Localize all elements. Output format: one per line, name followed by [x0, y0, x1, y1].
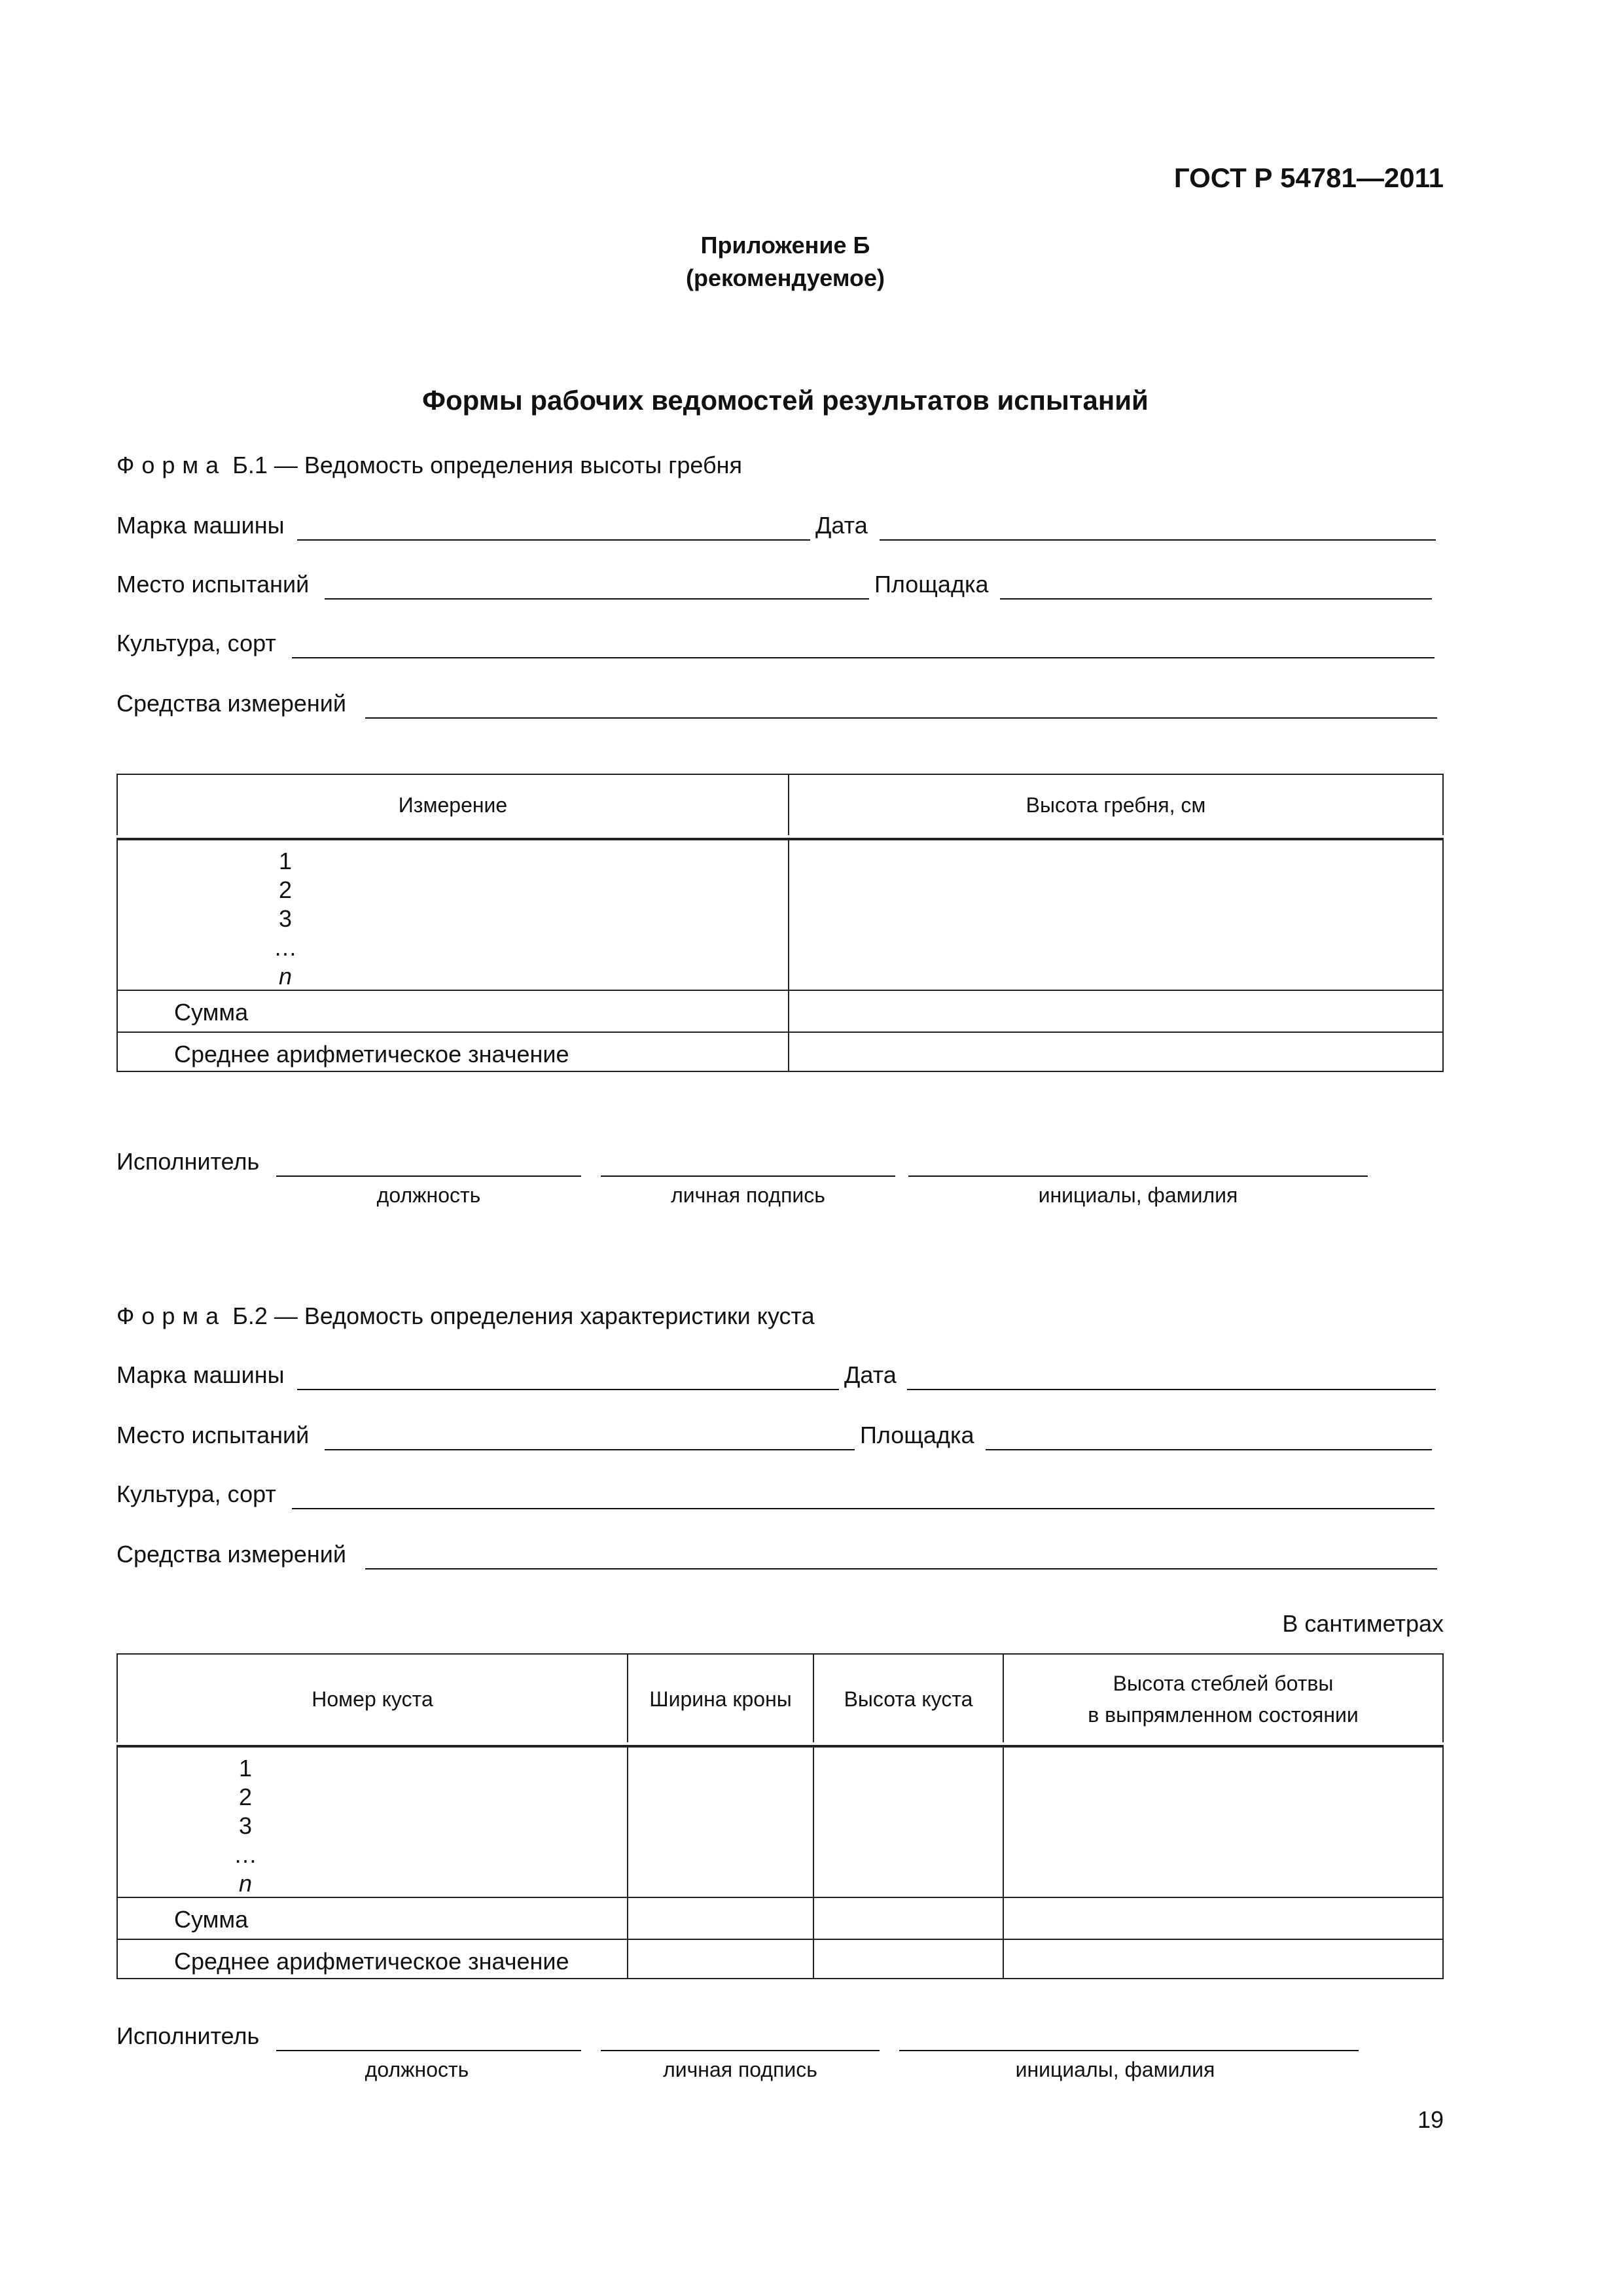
- table-value-cell[interactable]: [627, 1939, 813, 1979]
- row-label-mean: Среднее арифметическое значение: [174, 1041, 569, 1067]
- enum-item: 3: [278, 905, 293, 932]
- crop-variety-field[interactable]: [292, 657, 1435, 658]
- name-field[interactable]: [908, 1175, 1368, 1177]
- enum-item: 3: [238, 1812, 253, 1839]
- crop-variety-field[interactable]: [292, 1508, 1435, 1509]
- units-note: В сантиметрах: [1282, 1610, 1444, 1637]
- enum-item: 2: [278, 876, 293, 903]
- signature-field[interactable]: [601, 2050, 880, 2051]
- measurement-instruments-label: Средства измерений: [116, 690, 347, 717]
- table-header-cell: [627, 1653, 813, 1742]
- document-standard-number: ГОСТ Р 54781—2011: [1173, 162, 1444, 193]
- table-value-cell[interactable]: [627, 1897, 813, 1939]
- table-header-cell: [788, 774, 1444, 835]
- test-place-field[interactable]: [325, 1449, 855, 1450]
- date-field[interactable]: [907, 1389, 1436, 1390]
- name-caption: инициалы, фамилия: [1038, 1183, 1238, 1207]
- section-title: Формы рабочих ведомостей результатов испытаний: [422, 385, 1149, 416]
- table-value-cell[interactable]: [788, 1031, 1444, 1072]
- form-number: Б.2: [232, 1302, 268, 1329]
- column-header-measurement: Измерение: [398, 793, 508, 817]
- measurement-instruments-field[interactable]: [365, 717, 1437, 719]
- enum-item: 1: [278, 848, 293, 874]
- bush-characteristics-table: [116, 1653, 1444, 1979]
- form-title: — Ведомость определения характеристики куста: [274, 1302, 815, 1329]
- form-b2-heading: [116, 1302, 815, 1330]
- column-header-crown-width: Ширина кроны: [649, 1687, 792, 1711]
- column-header-stem-height-line2: в выпрямленном состоянии: [1088, 1703, 1359, 1727]
- enum-item: 2: [238, 1784, 253, 1810]
- name-caption: инициалы, фамилия: [1015, 2058, 1215, 2081]
- table-value-cell[interactable]: [813, 1939, 1003, 1979]
- row-label-sum: Сумма: [174, 999, 249, 1026]
- crop-variety-label: Культура, сорт: [116, 1480, 276, 1507]
- table-header-cell: [1003, 1653, 1444, 1742]
- machine-brand-field[interactable]: [297, 539, 810, 541]
- date-label: Дата: [815, 512, 868, 539]
- column-header-stem-height: Высота стеблей ботвы: [1113, 1672, 1334, 1695]
- machine-brand-field[interactable]: [297, 1389, 839, 1390]
- form-label: Форма: [116, 1302, 226, 1329]
- position-caption: должность: [365, 2058, 469, 2081]
- enum-item: 1: [238, 1755, 253, 1782]
- machine-brand-label: Марка машины: [116, 512, 285, 539]
- crop-variety-label: Культура, сорт: [116, 630, 276, 656]
- table-value-cell[interactable]: [1003, 1939, 1444, 1979]
- site-field[interactable]: [1000, 598, 1432, 600]
- table-value-cell[interactable]: [788, 839, 1444, 990]
- date-field[interactable]: [880, 539, 1436, 541]
- row-label-sum: Сумма: [174, 1906, 249, 1933]
- test-place-field[interactable]: [325, 598, 869, 600]
- enum-item: n: [238, 1870, 253, 1897]
- date-label: Дата: [844, 1361, 897, 1388]
- column-header-ridge-height: Высота гребня, см: [1026, 793, 1206, 817]
- table-value-cell[interactable]: [1003, 1746, 1444, 1897]
- table-header-cell: [116, 774, 788, 835]
- table-body-cell: [116, 1746, 627, 1897]
- form-b1-heading: [116, 452, 742, 479]
- table-value-cell[interactable]: [788, 990, 1444, 1031]
- annex-title: Приложение Б: [700, 232, 870, 259]
- site-field[interactable]: [986, 1449, 1432, 1450]
- name-field[interactable]: [899, 2050, 1359, 2051]
- enum-item: …: [234, 1841, 257, 1868]
- test-place-label: Место испытаний: [116, 1422, 310, 1448]
- table-value-cell[interactable]: [813, 1897, 1003, 1939]
- table-value-cell[interactable]: [1003, 1897, 1444, 1939]
- site-label: Площадка: [874, 571, 989, 598]
- machine-brand-label: Марка машины: [116, 1361, 285, 1388]
- site-label: Площадка: [860, 1422, 974, 1448]
- signature-caption: личная подпись: [671, 1183, 825, 1207]
- executor-label: Исполнитель: [116, 1148, 260, 1175]
- page-number: 19: [1417, 2106, 1444, 2133]
- table-row-sum: [116, 990, 788, 1031]
- form-number: Б.1: [232, 452, 268, 478]
- table-body-cell: [116, 839, 788, 990]
- table-row-sum: [116, 1897, 627, 1939]
- executor-label: Исполнитель: [116, 2022, 260, 2049]
- measurement-instruments-field[interactable]: [365, 1568, 1437, 1570]
- annex-status: (рекомендуемое): [686, 264, 885, 291]
- table-header-cell: [813, 1653, 1003, 1742]
- table-row-mean: [116, 1939, 627, 1979]
- column-header-bush-number: Номер куста: [312, 1687, 433, 1711]
- table-header-cell: [116, 1653, 627, 1742]
- test-place-label: Место испытаний: [116, 571, 310, 598]
- position-field[interactable]: [276, 1175, 581, 1177]
- position-field[interactable]: [276, 2050, 581, 2051]
- table-value-cell[interactable]: [627, 1746, 813, 1897]
- signature-caption: личная подпись: [663, 2058, 817, 2081]
- row-label-mean: Среднее арифметическое значение: [174, 1948, 569, 1975]
- position-caption: должность: [376, 1183, 481, 1207]
- bush-enumeration: [118, 1754, 373, 1898]
- column-header-bush-height: Высота куста: [844, 1687, 973, 1711]
- enum-item: …: [274, 934, 297, 961]
- table-row-mean: [116, 1031, 788, 1072]
- form-title: — Ведомость определения высоты гребня: [274, 452, 743, 478]
- measurement-enumeration: [118, 847, 453, 991]
- signature-field[interactable]: [601, 1175, 895, 1177]
- form-label: Форма: [116, 452, 226, 478]
- table-value-cell[interactable]: [813, 1746, 1003, 1897]
- enum-item: n: [278, 963, 293, 990]
- ridge-height-table: [116, 774, 1444, 1072]
- measurement-instruments-label: Средства измерений: [116, 1541, 347, 1568]
